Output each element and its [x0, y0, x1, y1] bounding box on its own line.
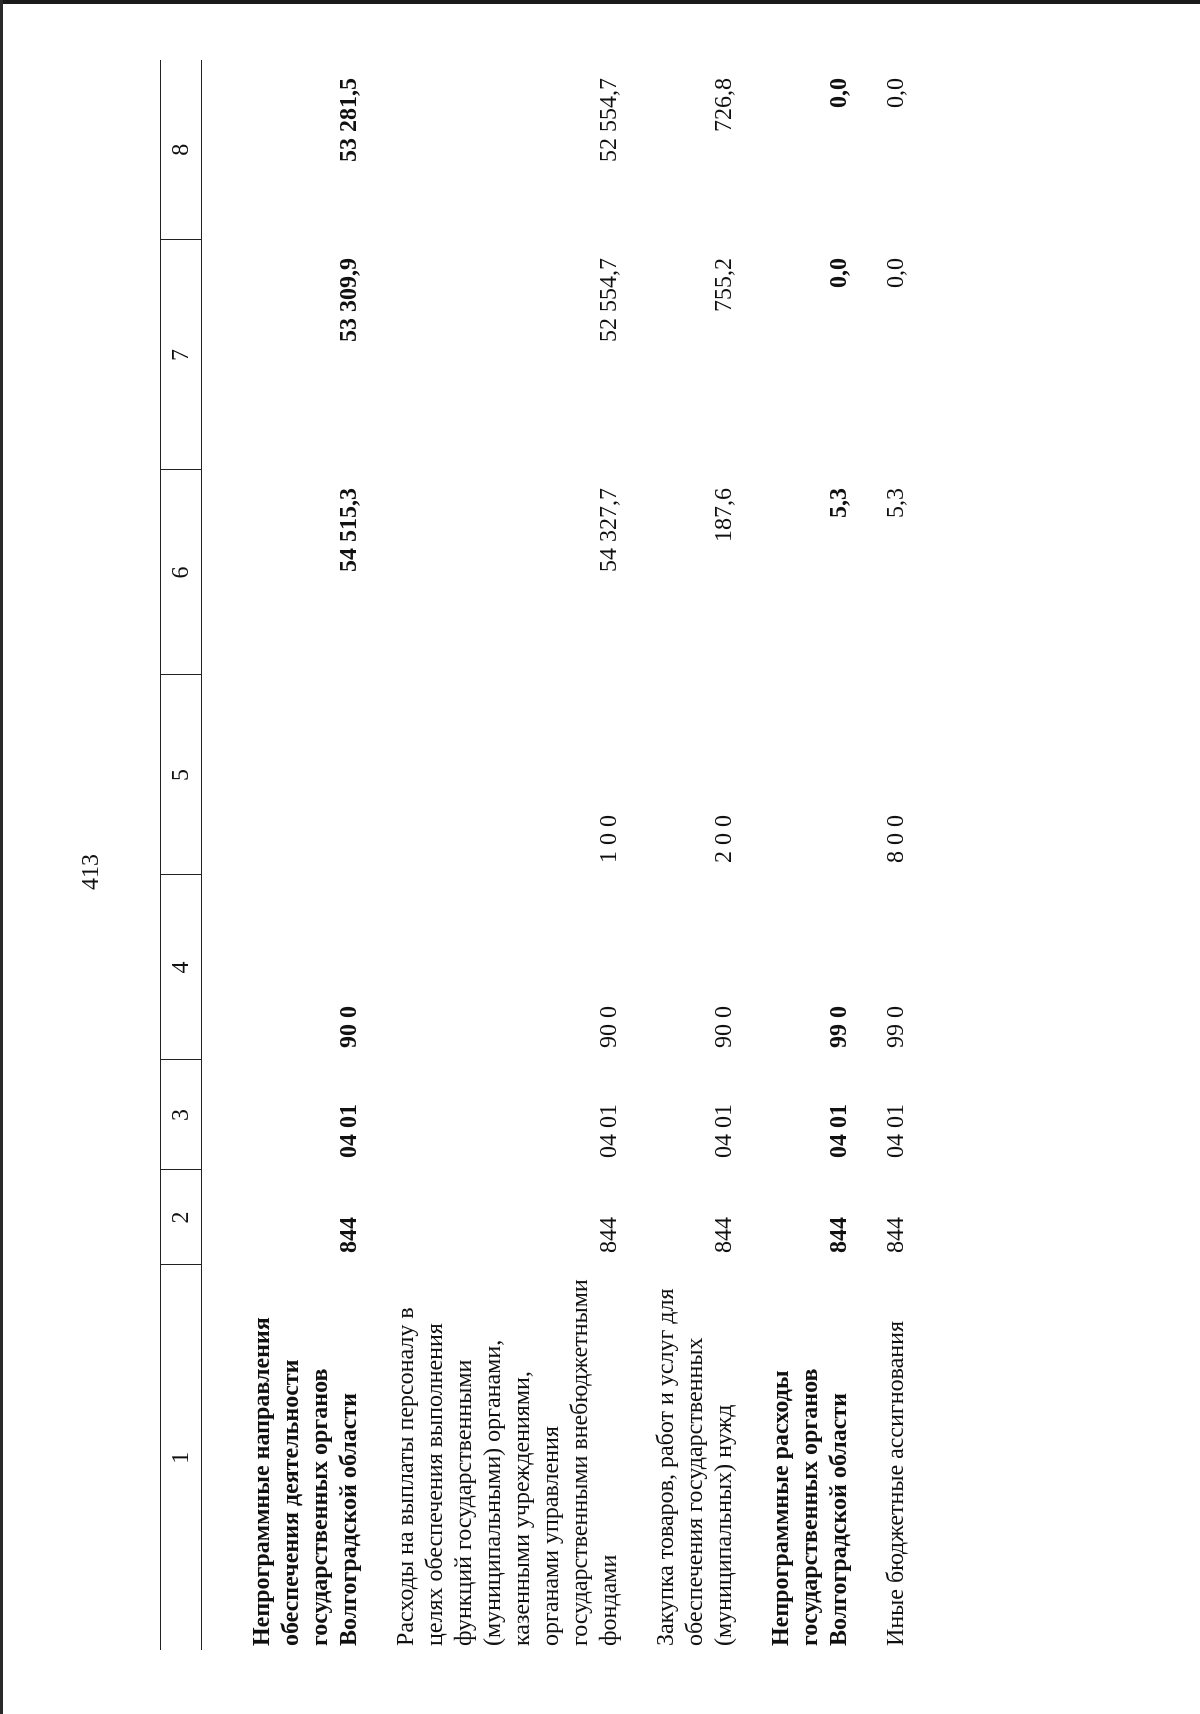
- cell-ministry: 844: [596, 1217, 622, 1253]
- column-header: 4: [161, 875, 202, 1060]
- cell-ministry: 844: [336, 1217, 362, 1253]
- column-header: 2: [161, 1170, 202, 1265]
- cell-target: 90 0: [711, 1006, 737, 1048]
- table-row: [854, 60, 911, 1650]
- cell-amount-6: 187,6: [711, 488, 737, 542]
- column-header: 5: [161, 675, 202, 875]
- column-header: 6: [161, 470, 202, 675]
- cell-ministry: 844: [711, 1217, 737, 1253]
- table-header-row: [161, 60, 202, 1650]
- scan-edge-top: [0, 0, 1200, 4]
- row-name: Непрограммные расходы государственных органов Волгоградской области: [768, 1368, 852, 1646]
- rotated-page: [78, 60, 1060, 1650]
- column-header: 3: [161, 1060, 202, 1170]
- cell-section: 04 01: [336, 1104, 362, 1158]
- cell-expense-type: [202, 675, 365, 875]
- cell-expense-type: 2 0 0: [711, 815, 737, 863]
- table-row: [739, 60, 854, 1650]
- cell-amount-8: 726,8: [711, 78, 737, 132]
- column-header: 7: [161, 240, 202, 470]
- budget-table: [160, 60, 911, 1650]
- row-name: Расходы на выплаты персоналу в целях обеспечения выполнения функций государственными (муниципальными) органами, казенными учреждениями, органами управления государственными внебюджетными фондами: [393, 1279, 622, 1646]
- cell-section: 04 01: [883, 1104, 909, 1158]
- column-header: 8: [161, 60, 202, 240]
- cell-amount-7: 52 554,7: [596, 258, 622, 342]
- cell-section: 04 01: [596, 1104, 622, 1158]
- table-row: [624, 60, 739, 1650]
- cell-section: 04 01: [826, 1104, 852, 1158]
- row-name: Закупка товаров, работ и услуг для обеспечения государственных (муниципальных) нужд: [653, 1288, 737, 1646]
- cell-amount-8: 53 281,5: [336, 78, 362, 162]
- column-header: 1: [161, 1265, 202, 1650]
- cell-amount-8: 0,0: [826, 78, 852, 108]
- cell-expense-type: 8 0 0: [883, 815, 909, 863]
- scan-edge-left: [0, 0, 3, 1714]
- cell-amount-8: 0,0: [883, 78, 909, 108]
- cell-expense-type: [739, 675, 854, 875]
- cell-amount-7: 0,0: [826, 258, 852, 288]
- cell-target: 99 0: [826, 1006, 852, 1048]
- cell-section: 04 01: [711, 1104, 737, 1158]
- page-number: 413: [78, 854, 104, 890]
- row-name: Иные бюджетные ассигнования: [883, 1321, 909, 1646]
- cell-ministry: 844: [883, 1217, 909, 1253]
- cell-amount-7: 755,2: [711, 258, 737, 312]
- cell-amount-7: 53 309,9: [336, 258, 362, 342]
- cell-amount-8: 52 554,7: [596, 78, 622, 162]
- table-row: [364, 60, 624, 1650]
- row-name: Непрограммные направления обеспечения деятельности государственных органов Волгоградской области: [249, 1317, 362, 1646]
- cell-amount-6: 54 327,7: [596, 488, 622, 572]
- cell-expense-type: 1 0 0: [596, 815, 622, 863]
- cell-target: 90 0: [596, 1006, 622, 1048]
- cell-amount-6: 5,3: [883, 488, 909, 518]
- cell-target: 99 0: [883, 1006, 909, 1048]
- cell-target: 90 0: [336, 1006, 362, 1048]
- cell-amount-6: 5,3: [826, 488, 852, 518]
- table-row: [202, 60, 365, 1650]
- cell-amount-6: 54 515,3: [336, 488, 362, 572]
- cell-amount-7: 0,0: [883, 258, 909, 288]
- cell-ministry: 844: [826, 1217, 852, 1253]
